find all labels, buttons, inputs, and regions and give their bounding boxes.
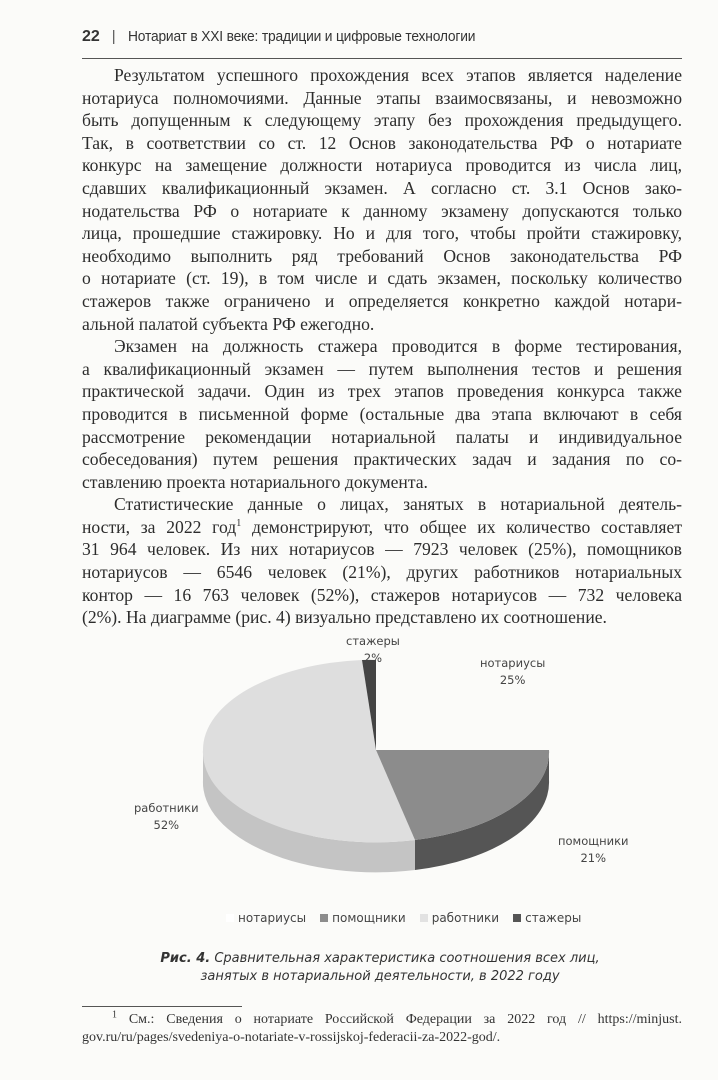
text-line: нотариусов — 6546 человек (21%), других работников нотариальных (82, 562, 682, 583)
text-line: стажеров также ограничено и определяется конкретно каждой нотари- (82, 290, 682, 311)
label-value: 21% (580, 851, 607, 865)
label-name: помощники (558, 834, 629, 848)
book-title: Нотариат в XXI веке: традиции и цифровые технологии (127, 28, 476, 45)
text-line: 31 964 человек. Из них нотариусов — 7923 человек (25%), помощников (82, 539, 682, 560)
text-line: ставлению проекта нотариального документа. (82, 471, 428, 492)
text-line: нотариуса полномочиями. Данные этапы взаимосвязаны, и невозможно (82, 87, 682, 108)
label-name: стажеры (346, 634, 400, 648)
text-line: сдавших квалификационный экзамен. А согласно ст. 3.1 Основ зако- (82, 177, 682, 198)
text-line: быть допущенным к следующему этапу без прохождения предыдущего. (82, 110, 682, 131)
legend-item-pomoshchniki (320, 911, 406, 925)
caption-text: занятых в нотариальной деятельности, в 2022 году (200, 969, 560, 984)
text-line: практической задачи. Один из трех этапов проведения конкурса также (82, 381, 682, 402)
text-line: Результатом успешного прохождения всех этапов является наделение (114, 65, 682, 85)
caption-text: Сравнительная характеристика соотношения всех лиц, (214, 951, 600, 966)
legend-swatch-icon (320, 914, 328, 922)
text-line: а квалификационный экзамен — путем выполнения тестов и решения (82, 358, 682, 379)
text-line: Так, в соответствии со ст. 12 Основ законодательства РФ о нотариате (82, 132, 682, 153)
figure-caption (100, 950, 660, 986)
text-line: Статистические данные о лицах, занятых в нотариальной деятель- (114, 494, 682, 515)
label-value: 52% (153, 818, 180, 832)
text-line: собеседования) путем решения практических задач и задания по со- (82, 449, 682, 470)
chart-legend (226, 911, 581, 925)
text-line: контор — 16 763 человек (52%), стажеров нотариусов — 732 человека (82, 584, 682, 605)
text-line: нодательства РФ о нотариате к данному экзамену допускаются только (82, 200, 682, 221)
text-fragment: демонстрируют, что общее их количество составляет (251, 516, 683, 537)
label-value: 2% (363, 651, 383, 665)
legend-swatch-icon (420, 914, 428, 922)
text-line: (2%). На диаграмме (рис. 4) визуально представлено их соотношение. (82, 607, 607, 628)
footnote-divider (82, 1006, 242, 1007)
text-line: проводится в письменной форме (остальные два этапа включают в себя (82, 403, 682, 424)
header-separator: | (111, 28, 116, 45)
label-value: 25% (499, 673, 526, 687)
text-line: лица, прошедшие стажировку. Но и для того, чтобы пройти стажировку, (82, 223, 682, 244)
text-fragment: ности, за 2022 год (82, 516, 237, 537)
legend-item-rabotniki (420, 911, 499, 925)
legend-item-notariusy (226, 911, 306, 925)
label-stazhery (346, 633, 400, 667)
footnote (82, 1011, 682, 1047)
text-line: необходимо выполнить ряд требований Основ законодательства РФ (82, 245, 682, 266)
paragraph-2 (82, 335, 682, 493)
footnote-ref[interactable]: 1 (236, 518, 242, 530)
legend-label: нотариусы (238, 911, 307, 925)
legend-label: помощники (332, 911, 406, 925)
footnote-line (82, 1011, 682, 1029)
paragraph-3 (82, 493, 682, 629)
footnote-text[interactable]: См.: Сведения о нотариате Российской Федерации за 2022 год // https://minjust. (128, 1012, 682, 1027)
text-line: альной палатой субъекта РФ ежегодно. (82, 313, 375, 334)
legend-swatch-icon (513, 914, 521, 922)
text-line: конкурс на замещение должности нотариуса проводится из числа лиц, (82, 155, 682, 176)
legend-swatch-icon (226, 914, 234, 922)
footnote-link[interactable]: gov.ru/ru/pages/svedeniya-o-notariate-v-rossijskoj-federacii-za-2022-god/. (82, 1030, 501, 1045)
label-name: нотариусы (480, 656, 546, 670)
body-text (82, 64, 682, 629)
text-line: Экзамен на должность стажера проводится в форме тестирования, (114, 336, 682, 357)
text-line: о нотариате (ст. 19), в том числе и сдать экзамен, поскольку количество (82, 268, 682, 289)
caption-label: Рис. 4. (160, 951, 211, 966)
legend-label: работники (431, 911, 500, 925)
label-rabotniki (134, 800, 199, 834)
label-notariusy (480, 655, 545, 689)
paragraph-1 (82, 64, 682, 335)
legend-item-stazhery (513, 911, 581, 925)
label-pomoshchniki (558, 833, 629, 867)
footnote-number: 1 (112, 1009, 117, 1021)
pie-chart (100, 635, 660, 935)
legend-label: стажеры (525, 911, 582, 925)
text-line: рассмотрение рекомендации нотариальной палаты и индивидуальное (82, 426, 682, 447)
page-number: 22 (82, 28, 100, 45)
running-header (82, 28, 682, 59)
label-name: работники (134, 801, 199, 815)
text-line (82, 516, 682, 539)
